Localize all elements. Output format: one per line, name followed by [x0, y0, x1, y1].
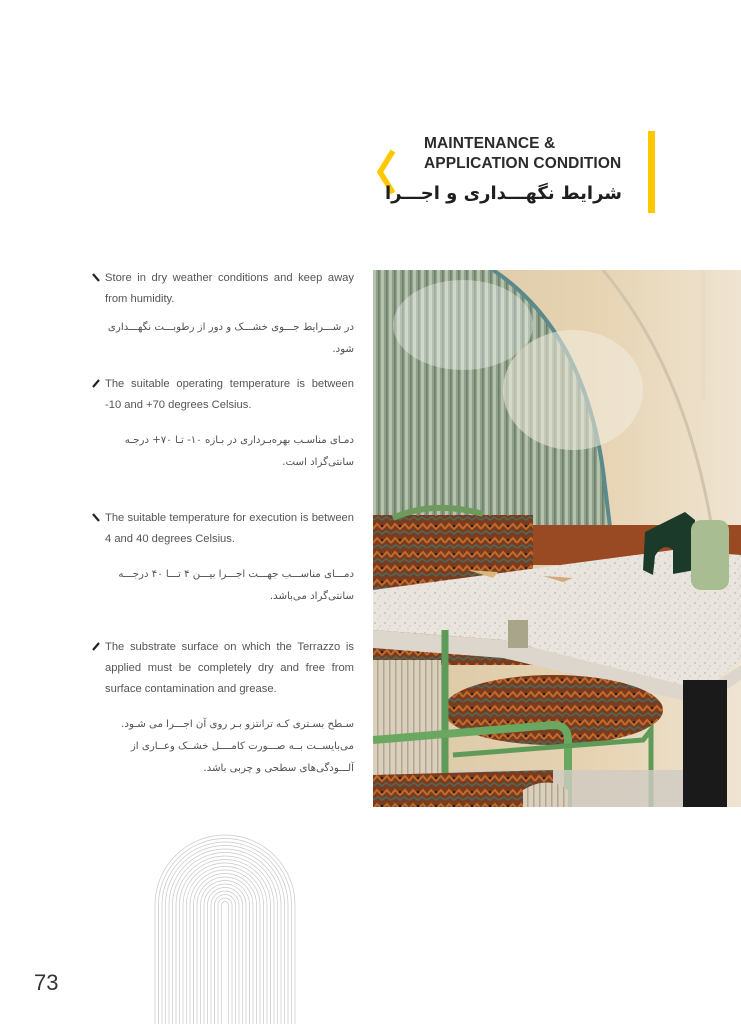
item-english: The suitable operating temperature is between -10 and +70 degrees Celsius.: [92, 374, 354, 416]
slash-bullet-icon: [92, 379, 100, 388]
item-english: The suitable temperature for execution is between 4 and 40 degrees Celsius.: [92, 508, 354, 550]
item-persian: دمـــای مناســـب جهـــت اجـــرا بیـــن ۴ تـــا ۴۰ درجـــه سانتی‌گراد می‌باشد.: [118, 569, 354, 602]
condition-item-2: [92, 374, 354, 474]
condition-item-1: [92, 268, 354, 361]
item-english: The substrate surface on which the Terrazzo is applied must be completely dry and free from surface contamination and grease.: [92, 637, 354, 700]
item-persian: دمـای مناسـب بهره‌بـرداری در بـازه ۱۰- تـا ۷۰+ درجـه سانتی‌گراد است.: [124, 435, 354, 468]
page-number: 73: [34, 970, 59, 995]
decorative-arch-lines: [150, 830, 300, 1024]
photo-illustration: [373, 270, 741, 807]
backslash-bullet-icon: [92, 273, 100, 282]
item-persian: در شـــرایط جـــوی خشـــک و دور از رطوبـــت نگهـــداری شود.: [107, 322, 354, 355]
title-line-2: APPLICATION CONDITION: [424, 155, 622, 172]
page-title-english: [424, 134, 634, 174]
item-english: Store in dry weather conditions and keep away from humidity.: [92, 268, 354, 310]
condition-item-4: [92, 637, 354, 780]
backslash-bullet-icon: [92, 513, 100, 522]
item-persian: سـطح بسـتری کـه ترانتزو بـر روی آن اجـــرا می شـود. می‌بایســت بــه صـــورت کامــــل خشــک وعــاری از آلـــودگی‌های سطحی و چربی باشد.: [121, 719, 354, 774]
terrazzo-table-photo: [373, 270, 741, 807]
accent-bar: [648, 131, 655, 213]
slash-bullet-icon: [92, 642, 100, 651]
condition-item-3: [92, 508, 354, 608]
page-title-persian: شرایط نگهـــداری و اجـــرا: [384, 183, 622, 204]
title-line-1: MAINTENANCE &: [424, 135, 556, 152]
